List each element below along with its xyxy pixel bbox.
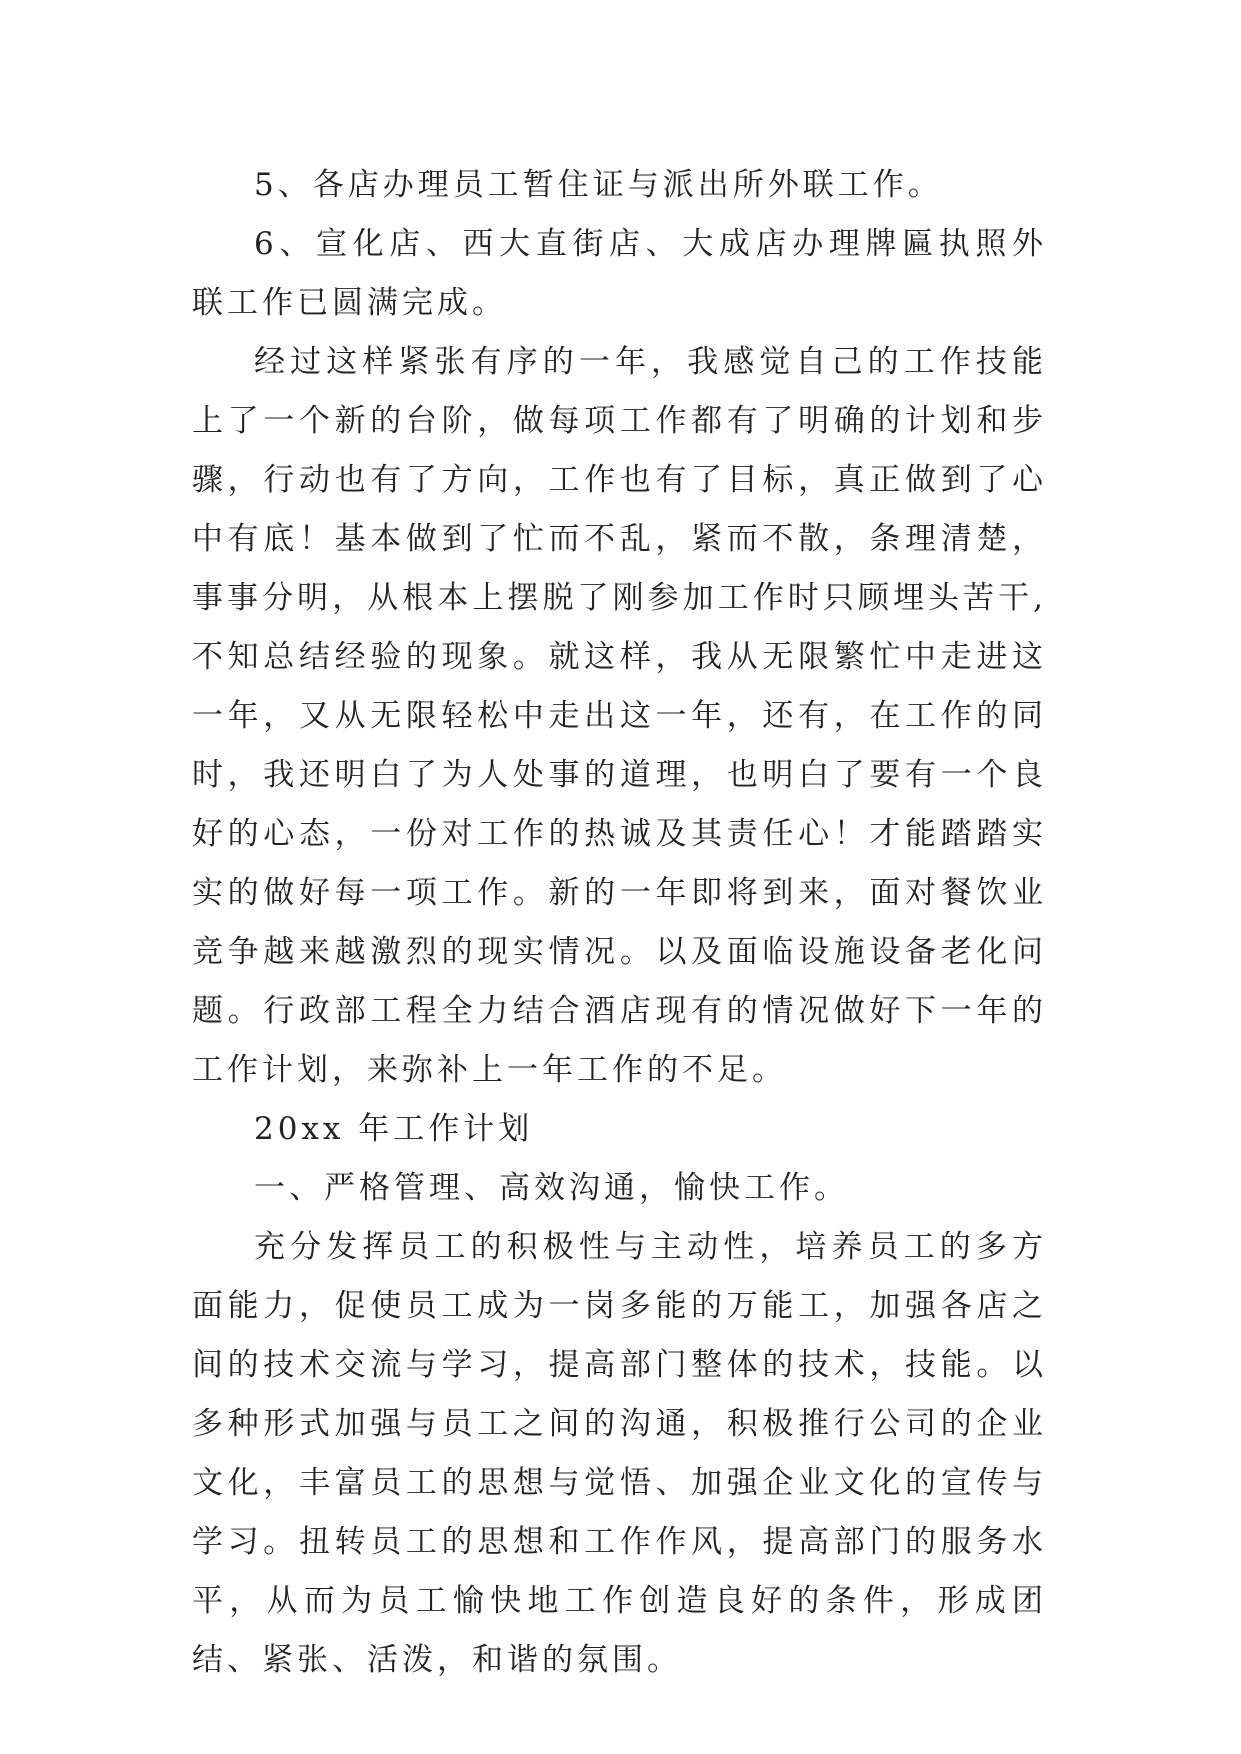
paragraph-summary: 经过这样紧张有序的一年，我感觉自己的工作技能上了一个新的台阶，做每项工作都有了明确的计划和步骤，行动也有了方向，工作也有了目标，真正做到了心中有底！基本做到了忙而不乱，紧而不散，条理清楚，事事分明，从根本上摆脱了刚参加工作时只顾埋头苦干,不知总结经验的现象。就这样，我从无限繁忙中走进这一年，又从无限轻松中走出这一年，还有，在工作的同时，我还明白了为人处事的道理，也明白了要有一个良好的心态，一份对工作的热诚及其责任心！才能踏踏实实的做好每一项工作。新的一年即将到来，面对餐饮业竞争越来越激烈的现实情况。以及面临设施设备老化问题。行政部工程全力结合酒店现有的情况做好下一年的工作计划，来弥补上一年工作的不足。	[192, 344, 1047, 1088]
document-body	[192, 156, 1047, 1690]
paragraph-item-6: 6、宣化店、西大直街店、大成店办理牌匾执照外联工作已圆满完成。	[192, 226, 1047, 321]
paragraph-item-5: 5、各店办理员工暂住证与派出所外联工作。	[254, 167, 943, 203]
subheading-management: 一、严格管理、高效沟通，愉快工作。	[254, 1170, 849, 1206]
paragraph-plan-detail: 充分发挥员工的积极性与主动性，培养员工的多方面能力，促使员工成为一岗多能的万能工，加强各店之间的技术交流与学习，提高部门整体的技术，技能。以多种形式加强与员工之间的沟通，积极推行公司的企业文化，丰富员工的思想与觉悟、加强企业文化的宣传与学习。扭转员工的思想和工作作风，提高部门的服务水平，从而为员工愉快地工作创造良好的条件，形成团结、紧张、活泼，和谐的氛围。	[192, 1229, 1047, 1678]
section-heading-plan: 20xx 年工作计划	[254, 1111, 534, 1147]
